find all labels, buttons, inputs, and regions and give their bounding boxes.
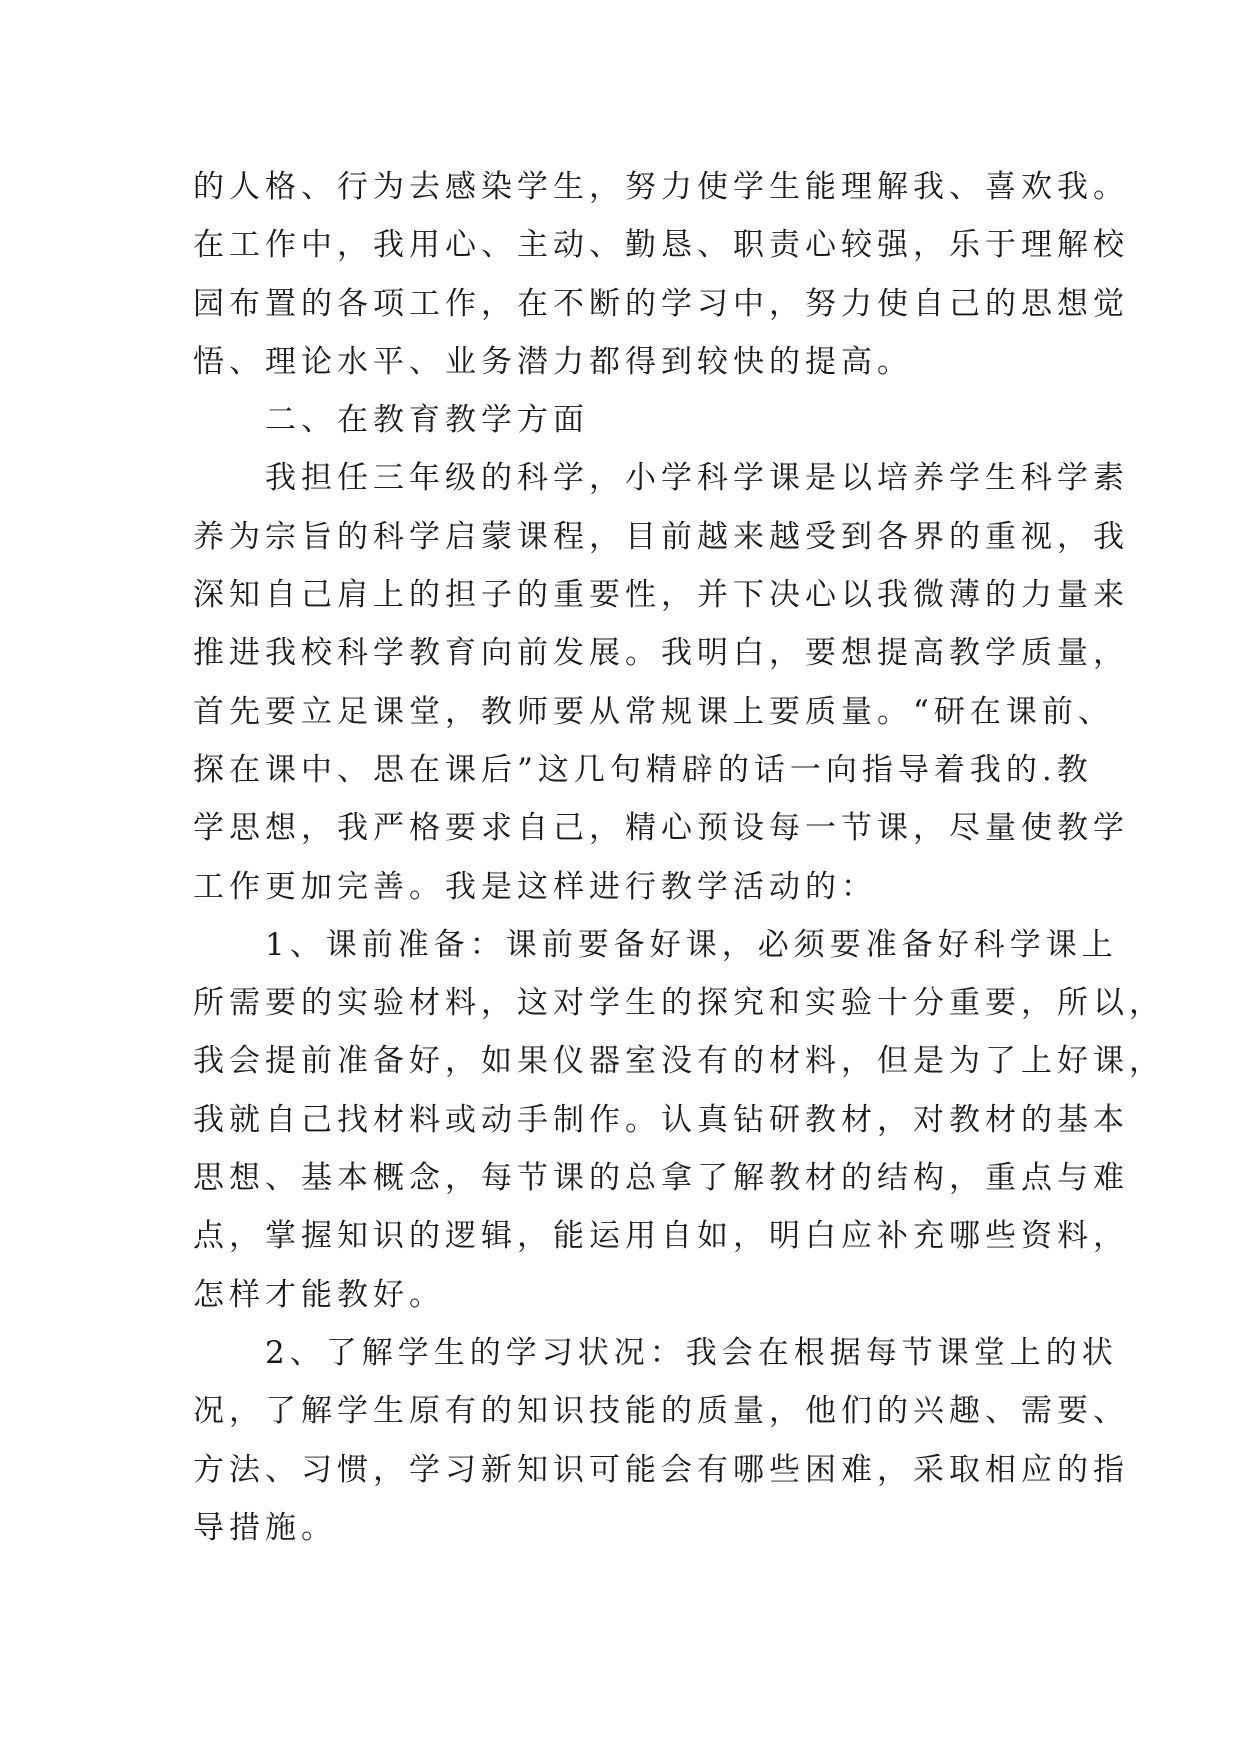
text-line: 点，掌握知识的逻辑，能运用自如，明白应补充哪些资料， [193, 1218, 1129, 1255]
text-line: 的人格、行为去感染学生，努力使学生能理解我、喜欢我。 [193, 169, 1129, 205]
body-text [193, 158, 1165, 1557]
text-line: 我就自己找材料或动手制作。认真钻研教材，对教材的基本 [193, 1101, 1129, 1138]
text-line: 方法、习惯，学习新知识可能会有哪些困难，采取相应的指 [193, 1451, 1129, 1488]
text-line: 我担任三年级的科学，小学科学课是以培养学生科学素 [265, 460, 1129, 497]
text-line: 我会提前准备好，如果仪器室没有的材料，但是为了上好课， [193, 1043, 1165, 1080]
text-line: 所需要的实验材料，这对学生的探究和实验十分重要，所以， [193, 985, 1165, 1022]
text-line: 在工作中，我用心、主动、勤恳、职责心较强，乐于理解校 [193, 227, 1129, 264]
text-line: 园布置的各项工作，在不断的学习中，努力使自己的思想觉 [193, 285, 1129, 322]
text-line: 首先要立足课堂，教师要从常规课上要质量。“研在课前、 [193, 693, 1114, 730]
text-line: 导措施。 [193, 1509, 337, 1546]
text-line: 养为宗旨的科学启蒙课程，目前越来越受到各界的重视，我 [193, 518, 1129, 555]
text-line: 况，了解学生原有的知识技能的质量，他们的兴趣、需要、 [193, 1393, 1129, 1430]
list-item-1: 1、课前准备：课前要备好课，必须要准备好科学课上 [265, 926, 1118, 963]
text-line: 深知自己肩上的担子的重要性，并下决心以我微薄的力量来 [193, 577, 1129, 614]
text-line: 工作更加完善。我是这样进行教学活动的： [193, 868, 877, 905]
text-line: 怎样才能教好。 [193, 1276, 445, 1313]
list-item-2: 2、了解学生的学习状况：我会在根据每节课堂上的状 [265, 1334, 1118, 1371]
text-line: 悟、理论水平、业务潜力都得到较快的提高。 [193, 343, 913, 380]
text-line: 推进我校科学教育向前发展。我明白，要想提高教学质量， [193, 635, 1129, 672]
text-line: 思想、基本概念，每节课的总拿了解教材的结构，重点与难 [193, 1160, 1129, 1197]
section-heading: 二、在教育教学方面 [265, 402, 589, 439]
text-line: 探在课中、思在课后”这几句精辟的话一向指导着我的.教 [193, 751, 1093, 788]
text-line: 学思想，我严格要求自己，精心预设每一节课，尽量使教学 [193, 810, 1129, 847]
